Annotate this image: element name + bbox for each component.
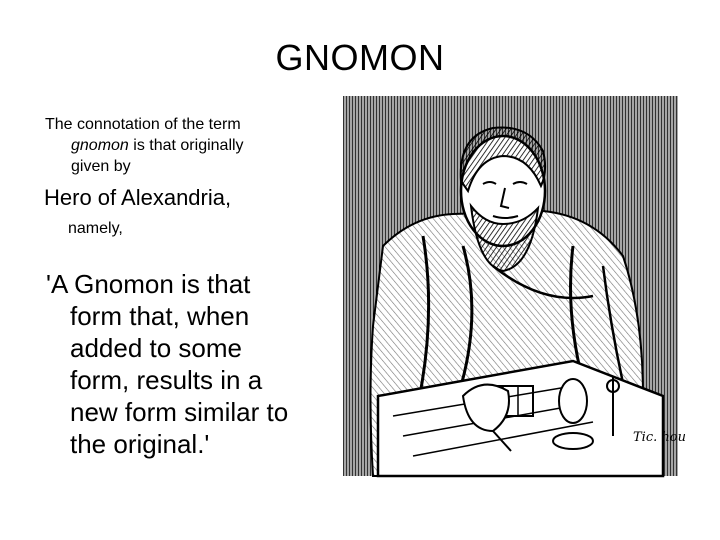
namely-label: namely, [68,220,123,237]
hero-portrait-engraving [343,96,686,476]
intro-line-3: given by [71,158,131,175]
term-gnomon: gnomon [71,137,129,154]
quote-line-1: 'A Gnomon is that [46,269,251,299]
intro-paragraph [45,114,335,177]
quote-line-6: the original.' [70,429,210,459]
intro-line-2: gnomon is that originally [71,137,244,154]
hero-of-alexandria-label: Hero of Alexandria, [44,185,232,210]
slide-title: GNOMON [275,37,445,78]
quote-line-3: added to some [70,333,243,363]
quote-line-2: form that, when [70,301,250,331]
quote-line-5: new form similar to [70,397,289,427]
gnomon-definition-quote [46,268,336,460]
portrait-inscription: Tic. hou [633,430,686,445]
quote-line-4: form, results in a [70,365,263,395]
intro-line-1: The connotation of the term [45,116,241,133]
